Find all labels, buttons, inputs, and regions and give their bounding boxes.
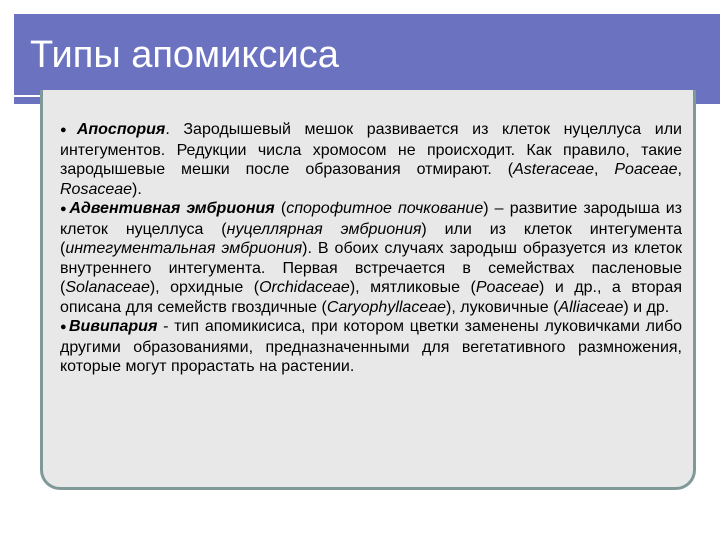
term-adventive-embryony: Адвентивная эмбриония bbox=[69, 200, 275, 217]
text: - тип апомикисиса, при котором цветки заменены луковичками либо другими образованиями, предназначенными для вегетативного размножения, которые могут прорастать на растении. bbox=[60, 318, 683, 375]
text: ), мятликовые ( bbox=[349, 279, 476, 296]
text: ( bbox=[274, 200, 287, 217]
italic-term: интегументальная эмбриония bbox=[65, 240, 303, 257]
family-name: Caryophyllaceae bbox=[326, 298, 447, 316]
family-name: Rosaceae bbox=[60, 180, 133, 198]
term-apospory: Апоспория bbox=[76, 121, 166, 138]
text: , bbox=[594, 161, 615, 178]
family-name: Asteraceae bbox=[513, 161, 595, 178]
bullet-adventive-embryony bbox=[60, 199, 682, 317]
text: . Зародышевый мешок развивается из клеток нуцеллуса или интегументов. Редукции числа хромосом не происходит. Как правило, такие зародышевые мешки после образования отмирают. ( bbox=[60, 121, 682, 178]
bullet-icon: ● bbox=[60, 203, 69, 215]
text: ), луковичные ( bbox=[446, 298, 559, 316]
text: ). bbox=[132, 180, 142, 198]
bullet-apospory bbox=[60, 120, 682, 199]
bullet-icon: ● bbox=[60, 124, 76, 136]
italic-term: нуцеллярная эмбриония bbox=[226, 220, 422, 238]
slide-title: Типы апомиксиса bbox=[30, 34, 339, 76]
family-name: Alliaceae bbox=[558, 298, 624, 316]
italic-term: спорофитное почкование bbox=[286, 200, 484, 217]
family-name: Orchidaceae bbox=[259, 279, 350, 296]
term-vivipary: Вивипария bbox=[68, 318, 158, 335]
text: ) или из клеток интегумента ( bbox=[60, 220, 682, 257]
family-name: Poaceae bbox=[614, 161, 678, 178]
family-name: Poaceae bbox=[475, 279, 539, 296]
text: , bbox=[677, 161, 682, 178]
text: ) и др. bbox=[623, 298, 670, 316]
text: ). В обоих случаях зародыш образуется из клеток внутреннего интегумента. Первая встречается в семействах пасленовые ( bbox=[60, 240, 682, 296]
text: ) – развитие зародыша из клеток нуцеллуса ( bbox=[60, 200, 683, 238]
family-name: Solanaceae bbox=[65, 279, 150, 296]
text: ), орхидные ( bbox=[149, 279, 260, 296]
bullet-vivipary bbox=[60, 317, 682, 377]
text: ) и др., а вторая описана для семейств гвоздичные ( bbox=[60, 279, 682, 316]
bullet-icon: ● bbox=[60, 321, 68, 333]
slide-content bbox=[60, 120, 682, 377]
